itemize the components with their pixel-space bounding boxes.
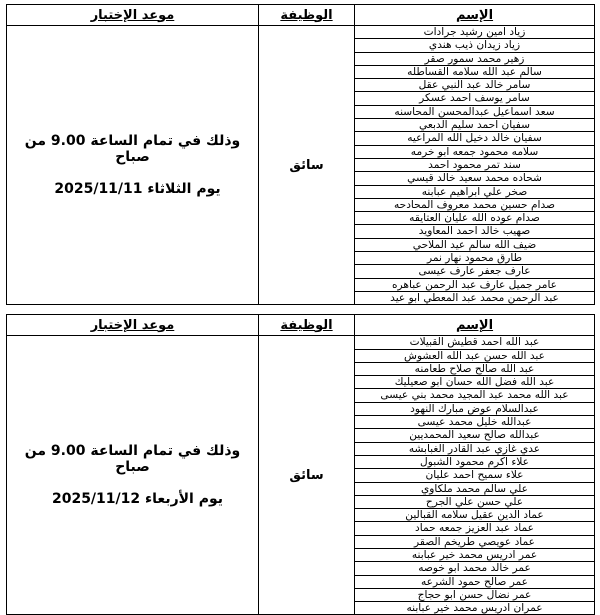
name-row: صدام حسين محمد معروف المحادحه [355, 199, 594, 212]
body-row [7, 336, 595, 615]
name-row: عبد الله احمد قطيش القبيلات [355, 336, 594, 349]
name-row: عبدالله صالح سعيد المحمديين [355, 429, 594, 442]
name-row: زياد زيدان ذيب هندي [355, 39, 594, 52]
name-row: علاء اكرم محمود الشبول [355, 456, 594, 469]
date-text: 2025/11/11 [54, 181, 143, 198]
header-date: موعد الإختبار [7, 5, 259, 26]
name-row: سند تمر محمود احمد [355, 159, 594, 172]
time-text: وذلك في تمام الساعة 9.00 من صباح [24, 133, 241, 166]
header-job: الوظيفة [259, 315, 355, 336]
names-list [355, 26, 594, 304]
date-text: 2025/11/12 [51, 491, 141, 508]
header-name: الإسم [355, 5, 595, 26]
name-row: صخر علي ابراهيم عبابنه [355, 186, 594, 199]
header-row [7, 315, 595, 336]
name-row: عبد الله فضل الله حسان ابو صعيليك [355, 376, 594, 389]
name-row: علاء سميح احمد عليان [355, 469, 594, 482]
name-row: شحاده محمد سعيد خالد قيسي [355, 172, 594, 185]
header-name: الإسم [355, 315, 595, 336]
name-row: سامر يوسف احمد عسكر [355, 92, 594, 105]
name-row: عمران ادريس محمد خير عبابنه [406, 602, 543, 615]
name-row: عدي غازي عبد القادر الغبابشه [355, 443, 594, 456]
name-row: علي سالم محمد ملكاوي [355, 483, 594, 496]
day-date [7, 181, 258, 197]
names-list [355, 336, 594, 614]
schedule-table-2 [6, 314, 595, 615]
name-row: عبد الله حسن عبد الله العشوش [355, 350, 594, 363]
job-cell: سائق [259, 26, 355, 305]
name-row: طارق محمود نهار نمر [355, 252, 594, 265]
name-row: زهير محمد سمور صقر [355, 53, 594, 66]
name-row: عبدالله خليل محمد عيسى [355, 416, 594, 429]
time-text: وذلك في تمام الساعة 9.00 من صباح [24, 443, 241, 476]
name-row: سالم عبد الله سلامه القساطله [355, 66, 594, 79]
names-cell [355, 336, 595, 615]
header-row [7, 5, 595, 26]
body-row [7, 26, 595, 305]
header-date: موعد الإختبار [7, 315, 259, 336]
day-text: يوم الأربعاء [145, 491, 224, 508]
name-row: عبد الله صالح صلاح طعامنه [355, 363, 594, 376]
name-row: صدام عوده الله عليان العتايقه [355, 212, 594, 225]
name-row: سفيان احمد سليم الدبعي [355, 119, 594, 132]
name-row: عمر ادريس محمد خير عبابنه [355, 549, 594, 562]
document [6, 4, 594, 615]
header-job: الوظيفة [259, 5, 355, 26]
name-row: عماد عبد العزيز جمعه حماد [355, 522, 594, 535]
name-row: عمر نضال حسن ابو حجاج [355, 589, 594, 602]
name-row: سامر خالد عبد النبي عقل [355, 79, 594, 92]
name-row: سعد اسماعيل عبدالمحسن المحاسنه [355, 106, 594, 119]
job-cell: سائق [259, 336, 355, 615]
name-row: زياد امين رشيد جرادات [355, 26, 594, 39]
name-row: عبدالسلام عوض مبارك النهود [355, 403, 594, 416]
name-row: علي حسن علي الجرح [355, 496, 594, 509]
name-row: عماد عويصي طريخم الصقر [355, 536, 594, 549]
name-row: عبد الرحمن محمد عبد المعطي ابو عيد [390, 291, 559, 304]
day-date [7, 491, 258, 507]
name-row: عبد الله محمد عبد المجيد محمد بني عيسى [355, 389, 594, 402]
name-row: عماد الدين عقيل سلامه القبالين [355, 509, 594, 522]
name-row: صهيب خالد احمد المعاويد [355, 225, 594, 238]
name-row: عارف جعفر عارف عيسى [355, 265, 594, 278]
schedule-table-1 [6, 4, 595, 305]
name-row: عمر صالح حمود الشرعه [355, 576, 594, 589]
day-text: يوم الثلاثاء [147, 181, 221, 198]
name-row: سفيان خالد دخيل الله المراعيه [355, 132, 594, 145]
name-row: سلامه محمود جمعه ابو خرمه [355, 146, 594, 159]
name-row: عامر جميل عارف عبد الرحمن عباهره [355, 279, 594, 292]
names-cell [355, 26, 595, 305]
date-cell [7, 336, 259, 615]
name-row: ضيف الله سالم عيد الملاحي [355, 239, 594, 252]
date-cell [7, 26, 259, 305]
name-row: عمر خالد محمد ابو خوصه [355, 562, 594, 575]
